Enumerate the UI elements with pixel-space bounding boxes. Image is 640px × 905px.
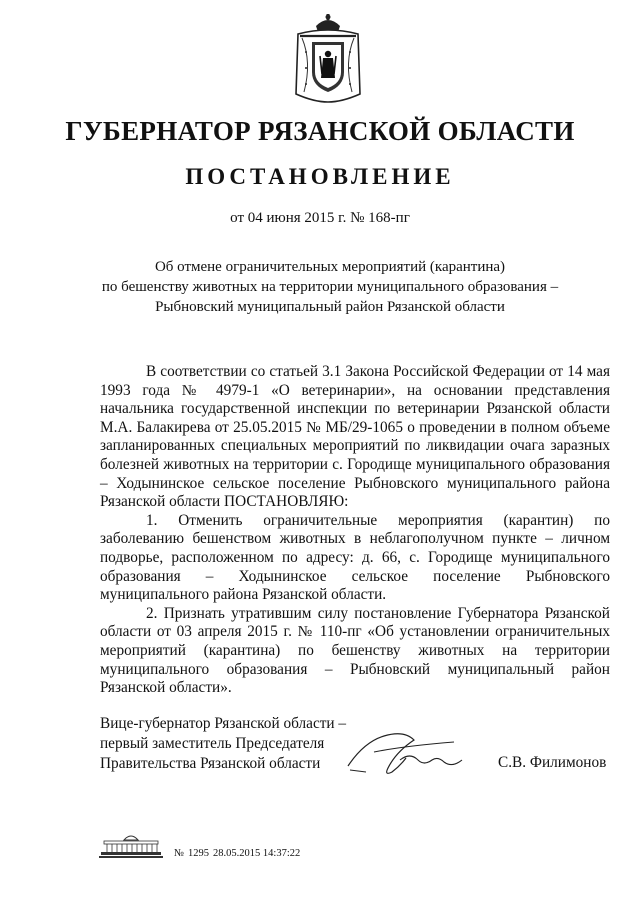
signatory-position <box>100 714 346 774</box>
registration-stamp <box>174 848 304 859</box>
signatory-position-line: Вице-губернатор Рязанской области – <box>100 715 347 732</box>
subject-line: Рыбновский муниципальный район Рязанской области <box>155 299 505 315</box>
body-paragraph-preamble: В соответствии со статьей 3.1 Закона Российской Федерации от 14 мая 1993 года № 4979-1 «О ветеринарии», на основании представления начальника государственной инспекции по ветеринарии Рязанской области М.А. Балакирева от 25.05.2015 № МБ/29-1065 о проведении в полном объеме запланированных специальных мероприятий по ликвидации очага заразных болезней животных на территории с. Городище муниципального образования – Ходынинское сельское поселение Рыбновского муниципального района Рязанской области ПОСТАНОВЛЯЮ: <box>100 363 610 511</box>
building-logo-icon <box>98 832 164 860</box>
decree-subject <box>60 257 600 317</box>
decree-body <box>100 363 610 698</box>
date-number-line: от 04 июня 2015 г. № 168-пг <box>230 210 410 226</box>
document-type-title: ПОСТАНОВЛЕНИЕ <box>185 164 455 189</box>
body-paragraph-item-1: 1. Отменить ограничительные мероприятия (карантин) по заболеванию бешенством животных в неблагополучном пункте – личном подворье, расположенном по адресу: д. 66, с. Городище муниципального образования – Ходынинское сельское поселение Рыбновского муниципального района Рязанской области. <box>100 511 610 604</box>
body-paragraph-item-2: 2. Признать утратившим силу постановление Губернатора Рязанской области от 03 апреля 2015 г. № 110-пг «Об установлении ограничительных мероприятий (карантина) по бешенству животных на территории муниципального образования – Рыбновский муниципальный район Рязанской области». <box>100 604 610 697</box>
coat-of-arms-icon <box>292 12 364 104</box>
signatory-position-line: Правительства Рязанской области <box>100 755 321 772</box>
authority-title: ГУБЕРНАТОР РЯЗАНСКОЙ ОБЛАСТИ <box>65 116 575 146</box>
signatory-position-line: первый заместитель Председателя <box>100 735 325 752</box>
registration-datetime: 28.05.2015 14:37:22 <box>213 848 301 859</box>
number-sign: № <box>174 848 185 859</box>
signatory-name: С.В. Филимонов <box>498 754 607 771</box>
handwritten-signature <box>344 722 474 782</box>
registration-number: 1295 <box>188 848 210 859</box>
subject-line: Об отмене ограничительных мероприятий (карантина) <box>154 259 506 275</box>
subject-line: по бешенству животных на территории муниципального образования – <box>101 279 559 295</box>
